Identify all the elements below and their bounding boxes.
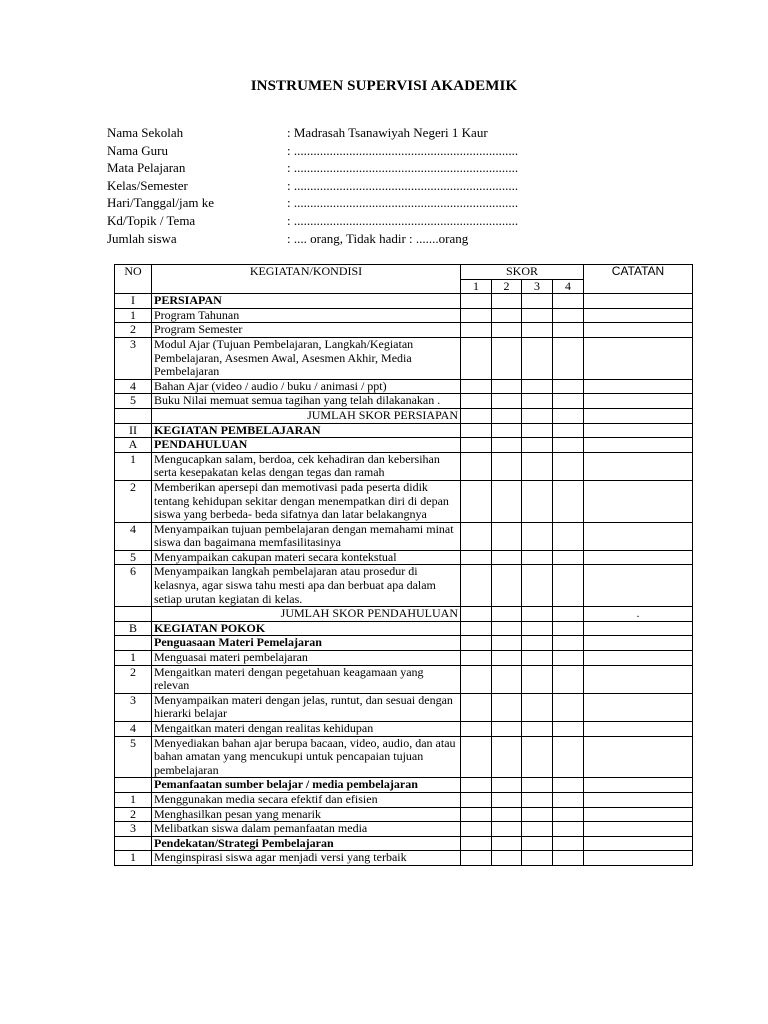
score-cell-4[interactable] [553,665,584,693]
skor-level-1: 1 [461,279,492,294]
score-cell-4[interactable] [553,480,584,522]
row-number: 3 [115,337,152,379]
table-row [115,651,693,666]
identity-row [107,159,518,177]
table-row [115,822,693,837]
score-cell-3[interactable] [522,522,553,550]
score-cell-1[interactable] [461,394,492,409]
score-cell-4[interactable] [553,851,584,866]
score-cell-1[interactable] [461,565,492,607]
row-number: 4 [115,522,152,550]
note-cell[interactable] [584,778,693,793]
identity-block [107,124,518,247]
row-number: 5 [115,394,152,409]
row-number [115,636,152,651]
row-activity: Mengaitkan materi dengan realitas kehidupan [152,722,461,737]
score-cell-4[interactable] [553,693,584,721]
identity-label: Kd/Topik / Tema [107,212,196,228]
row-number: 2 [115,665,152,693]
score-cell-1[interactable] [461,778,492,793]
row-activity: KEGIATAN POKOK [152,621,461,636]
score-cell-1[interactable] [461,636,492,651]
score-cell-1[interactable] [461,308,492,323]
table-row [115,722,693,737]
row-activity: Menyampaikan materi dengan jelas, runtut, dan sesuai dengan hierarki belajar [152,693,461,721]
note-cell[interactable] [584,565,693,607]
score-cell-2[interactable] [492,423,522,438]
note-cell[interactable] [584,693,693,721]
identity-value: : ..................................................................... [287,212,519,228]
row-activity: Mengaitkan materi dengan pegetahuan keagamaan yang relevan [152,665,461,693]
note-cell[interactable] [584,323,693,338]
score-cell-4[interactable] [553,736,584,778]
row-activity: Mengucapkan salam, berdoa, cek kehadiran dan kebersihan serta kesepakatan kelas dengan tegas dan ramah [152,452,461,480]
note-cell[interactable] [584,480,693,522]
score-cell-2[interactable] [492,522,522,550]
table-row [115,851,693,866]
identity-value: : ..................................................................... [287,177,519,193]
score-cell-4[interactable] [553,792,584,807]
score-cell-3[interactable] [522,822,553,837]
row-activity: Penguasaan Materi Pemelajaran [152,636,461,651]
score-cell-3[interactable] [522,851,553,866]
score-cell-2[interactable] [492,636,522,651]
identity-label: Jumlah siswa [107,230,177,246]
score-cell-2[interactable] [492,693,522,721]
score-cell-4[interactable] [553,836,584,851]
row-activity: Menyediakan bahan ajar berupa bacaan, video, audio, dan atau bahan amatan yang mencukupi untuk pencapaian tujuan pembelajaran [152,736,461,778]
table-row [115,452,693,480]
table-row [115,438,693,453]
score-cell-3[interactable] [522,550,553,565]
identity-value: : ..................................................................... [287,142,519,158]
table-row [115,394,693,409]
note-cell[interactable] [584,337,693,379]
score-cell-2[interactable] [492,807,522,822]
score-cell-1[interactable] [461,438,492,453]
identity-value: : Madrasah Tsanawiyah Negeri 1 Kaur [287,125,488,140]
score-cell-4[interactable] [553,323,584,338]
score-cell-2[interactable] [492,452,522,480]
score-cell-3[interactable] [522,836,553,851]
table-row [115,337,693,379]
score-cell-1[interactable] [461,550,492,565]
score-cell-2[interactable] [492,607,522,622]
score-cell-4[interactable] [553,308,584,323]
row-number: 6 [115,565,152,607]
score-cell-2[interactable] [492,480,522,522]
score-cell-1[interactable] [461,423,492,438]
score-cell-2[interactable] [492,438,522,453]
score-cell-1[interactable] [461,337,492,379]
score-cell-3[interactable] [522,438,553,453]
score-cell-3[interactable] [522,651,553,666]
document-title: INSTRUMEN SUPERVISI AKADEMIK [250,78,518,94]
identity-row [107,230,518,248]
note-cell[interactable] [584,822,693,837]
score-cell-2[interactable] [492,722,522,737]
row-number: B [115,621,152,636]
table-row [115,792,693,807]
score-cell-4[interactable] [553,294,584,309]
identity-label: Nama Sekolah [107,125,184,140]
score-cell-4[interactable] [553,778,584,793]
score-cell-3[interactable] [522,323,553,338]
identity-label: Nama Guru [107,142,169,158]
score-cell-3[interactable] [522,379,553,394]
score-cell-4[interactable] [553,651,584,666]
row-activity: Menghasilkan pesan yang menarik [152,807,461,822]
supervision-table [114,264,693,866]
row-number: 5 [115,550,152,565]
score-cell-1[interactable] [461,621,492,636]
score-cell-4[interactable] [553,807,584,822]
identity-row [107,177,518,195]
note-cell[interactable] [584,294,693,309]
note-cell[interactable]: . [584,607,693,622]
score-cell-2[interactable] [492,394,522,409]
score-cell-1[interactable] [461,452,492,480]
skor-level-2: 2 [492,279,522,294]
row-activity: Memberikan apersepi dan memotivasi pada peserta didik tentang kehidupan sekitar dengan menempatkan diri di depan siswa yang berbeda- beda sifatnya dan latar belakangnya [152,480,461,522]
score-cell-1[interactable] [461,480,492,522]
row-activity: Bahan Ajar (video / audio / buku / animasi / ppt) [152,379,461,394]
row-number: 4 [115,379,152,394]
score-cell-2[interactable] [492,778,522,793]
table-row [115,522,693,550]
table-row [115,636,693,651]
row-number: 1 [115,651,152,666]
score-cell-4[interactable] [553,822,584,837]
identity-value: : ..................................................................... [287,160,519,176]
row-number [115,778,152,793]
row-number: 4 [115,722,152,737]
table-row [115,323,693,338]
row-activity: Pendekatan/Strategi Pembelajaran [152,836,461,851]
score-cell-2[interactable] [492,651,522,666]
row-activity: Menginspirasi siswa agar menjadi versi yang terbaik [152,851,461,866]
row-number: 1 [115,792,152,807]
identity-value: : .... orang, Tidak hadir : .......orang [287,230,469,246]
score-cell-3[interactable] [522,294,553,309]
skor-level-3: 3 [522,279,553,294]
row-number: 2 [115,323,152,338]
header-skor: SKOR [461,265,584,280]
score-cell-3[interactable] [522,607,553,622]
table-row [115,621,693,636]
score-cell-2[interactable] [492,337,522,379]
row-number: A [115,438,152,453]
score-cell-3[interactable] [522,693,553,721]
score-cell-1[interactable] [461,323,492,338]
score-cell-4[interactable] [553,550,584,565]
table-row [115,665,693,693]
score-cell-4[interactable] [553,438,584,453]
note-cell[interactable] [584,807,693,822]
row-number: 5 [115,736,152,778]
score-cell-2[interactable] [492,565,522,607]
score-cell-3[interactable] [522,778,553,793]
note-cell[interactable] [584,394,693,409]
score-cell-4[interactable] [553,621,584,636]
header-kegiatan: KEGIATAN/KONDISI [152,265,461,294]
score-cell-1[interactable] [461,294,492,309]
score-cell-3[interactable] [522,636,553,651]
row-number: 3 [115,822,152,837]
note-cell[interactable] [584,651,693,666]
score-cell-1[interactable] [461,408,492,423]
identity-row [107,142,518,160]
table-row [115,607,693,622]
score-cell-2[interactable] [492,836,522,851]
identity-label: Mata Pelajaran [107,160,186,176]
score-cell-3[interactable] [522,337,553,379]
score-cell-1[interactable] [461,851,492,866]
row-activity: Menguasai materi pembelajaran [152,651,461,666]
row-number: II [115,423,152,438]
row-number: 1 [115,851,152,866]
note-cell[interactable] [584,836,693,851]
note-cell[interactable] [584,522,693,550]
score-cell-3[interactable] [522,792,553,807]
row-activity: JUMLAH SKOR PENDAHULUAN [152,607,461,622]
score-cell-3[interactable] [522,408,553,423]
row-activity: PENDAHULUAN [152,438,461,453]
row-number [115,836,152,851]
score-cell-1[interactable] [461,607,492,622]
row-number: 2 [115,807,152,822]
score-cell-3[interactable] [522,722,553,737]
table-row [115,423,693,438]
identity-row [107,124,518,142]
score-cell-2[interactable] [492,550,522,565]
score-cell-3[interactable] [522,736,553,778]
score-cell-1[interactable] [461,522,492,550]
score-cell-4[interactable] [553,565,584,607]
note-cell[interactable] [584,438,693,453]
table-row [115,408,693,423]
table-row [115,736,693,778]
score-cell-1[interactable] [461,807,492,822]
score-cell-2[interactable] [492,736,522,778]
score-cell-1[interactable] [461,792,492,807]
score-cell-1[interactable] [461,693,492,721]
table-row [115,379,693,394]
note-cell[interactable] [584,665,693,693]
table-row [115,693,693,721]
score-cell-3[interactable] [522,807,553,822]
score-cell-3[interactable] [522,621,553,636]
row-activity: Buku Nilai memuat semua tagihan yang telah dilakanakan . [152,394,461,409]
score-cell-2[interactable] [492,308,522,323]
note-cell[interactable] [584,851,693,866]
identity-value: : ..................................................................... [287,195,519,211]
score-cell-3[interactable] [522,480,553,522]
score-cell-2[interactable] [492,792,522,807]
score-cell-1[interactable] [461,736,492,778]
row-activity: Modul Ajar (Tujuan Pembelajaran, Langkah/Kegiatan Pembelajaran, Asesmen Awal, Asesmen Akhir, Media Pembelajaran [152,337,461,379]
score-cell-4[interactable] [553,452,584,480]
score-cell-2[interactable] [492,294,522,309]
note-cell[interactable] [584,379,693,394]
row-number: 3 [115,693,152,721]
row-activity: KEGIATAN PEMBELAJARAN [152,423,461,438]
header-catatan: CATATAN [584,265,693,294]
row-activity: Program Tahunan [152,308,461,323]
score-cell-1[interactable] [461,665,492,693]
row-number: 2 [115,480,152,522]
note-cell[interactable] [584,423,693,438]
score-cell-3[interactable] [522,423,553,438]
table-row [115,294,693,309]
score-cell-4[interactable] [553,522,584,550]
row-number [115,607,152,622]
score-cell-4[interactable] [553,379,584,394]
row-activity: Menyampaikan cakupan materi secara kontekstual [152,550,461,565]
note-cell[interactable] [584,792,693,807]
table-header-row [115,265,693,280]
score-cell-4[interactable] [553,607,584,622]
score-cell-3[interactable] [522,308,553,323]
score-cell-4[interactable] [553,337,584,379]
row-activity: Melibatkan siswa dalam pemanfaatan media [152,822,461,837]
score-cell-2[interactable] [492,665,522,693]
row-number: 1 [115,452,152,480]
row-activity: PERSIAPAN [152,294,461,309]
score-cell-4[interactable] [553,636,584,651]
row-activity: Menyampaikan langkah pembelajaran atau prosedur di kelasnya, agar siswa tahu mesti apa dan berbuat apa dalam setiap urutan kegiatan di kelas. [152,565,461,607]
score-cell-4[interactable] [553,408,584,423]
score-cell-4[interactable] [553,722,584,737]
table-row [115,836,693,851]
score-cell-3[interactable] [522,565,553,607]
row-activity: JUMLAH SKOR PERSIAPAN [152,408,461,423]
score-cell-3[interactable] [522,665,553,693]
note-cell[interactable] [584,550,693,565]
table-row [115,480,693,522]
note-cell[interactable] [584,452,693,480]
score-cell-2[interactable] [492,323,522,338]
note-cell[interactable] [584,636,693,651]
score-cell-4[interactable] [553,394,584,409]
identity-row [107,212,518,230]
note-cell[interactable] [584,722,693,737]
row-activity: Program Semester [152,323,461,338]
table-row [115,778,693,793]
row-number: 1 [115,308,152,323]
note-cell[interactable] [584,736,693,778]
score-cell-3[interactable] [522,452,553,480]
table-row [115,565,693,607]
row-number [115,408,152,423]
table-row [115,550,693,565]
identity-label: Hari/Tanggal/jam ke [107,195,215,211]
score-cell-2[interactable] [492,408,522,423]
score-cell-1[interactable] [461,651,492,666]
table-row [115,308,693,323]
table-row [115,807,693,822]
score-cell-2[interactable] [492,621,522,636]
score-cell-1[interactable] [461,722,492,737]
score-cell-1[interactable] [461,379,492,394]
score-cell-2[interactable] [492,379,522,394]
score-cell-4[interactable] [553,423,584,438]
note-cell[interactable] [584,308,693,323]
score-cell-2[interactable] [492,822,522,837]
score-cell-2[interactable] [492,851,522,866]
row-activity: Menyampaikan tujuan pembelajaran dengan memahami minat siswa dan bagaimana memfasilitasinya [152,522,461,550]
note-cell[interactable] [584,408,693,423]
score-cell-1[interactable] [461,822,492,837]
row-number: I [115,294,152,309]
note-cell[interactable] [584,621,693,636]
header-no: NO [115,265,152,294]
row-activity: Menggunakan media secara efektif dan efisien [152,792,461,807]
identity-label: Kelas/Semester [107,177,188,193]
score-cell-1[interactable] [461,836,492,851]
score-cell-3[interactable] [522,394,553,409]
row-activity: Pemanfaatan sumber belajar / media pembelajaran [152,778,461,793]
identity-row [107,194,518,212]
skor-level-4: 4 [553,279,584,294]
